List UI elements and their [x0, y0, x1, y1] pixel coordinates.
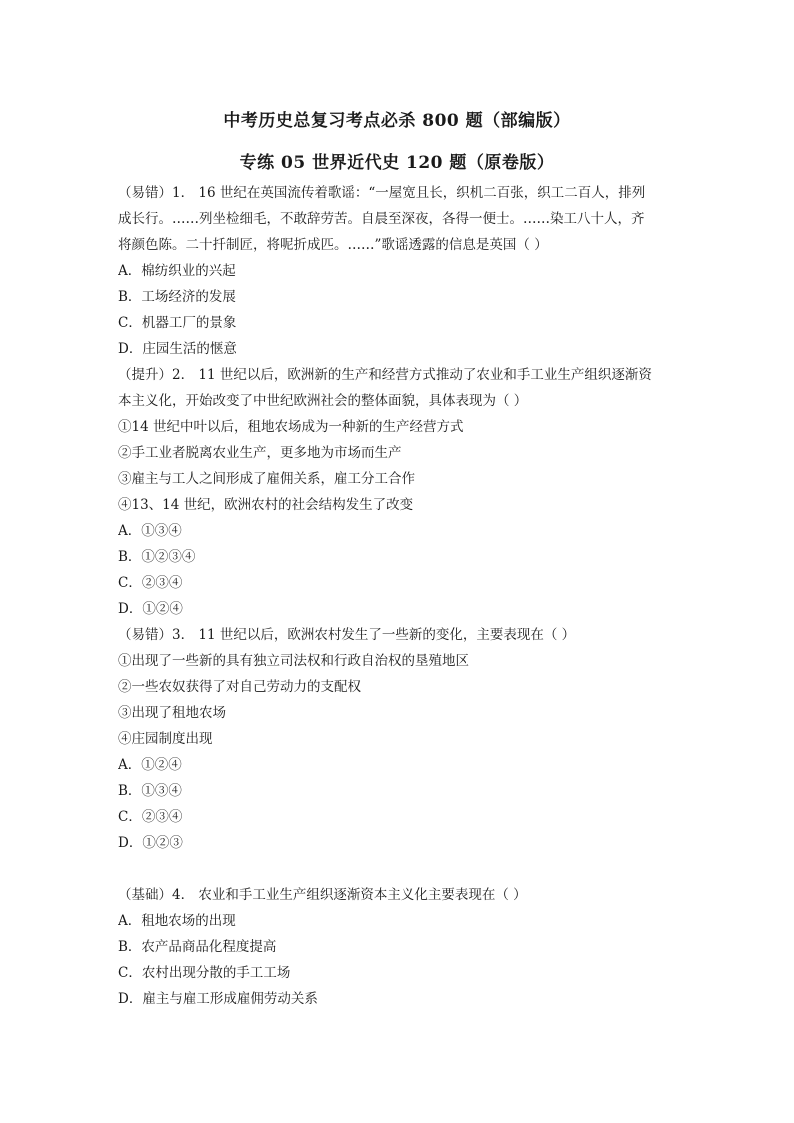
question-2: [118, 362, 678, 622]
option-b: B．①②③④: [118, 549, 196, 565]
option-c: C．机器工厂的景象: [118, 315, 237, 331]
option-c: C．②③④: [118, 809, 183, 825]
statement-item-3: ③雇主与工人之间形成了雇佣关系，雇工分工合作: [118, 471, 415, 487]
question-stem-line: 将颜色陈。二十扦制匠，将呢折成匹。……”歌谣透露的信息是英国（ ）: [118, 237, 548, 253]
question-3: [118, 622, 678, 856]
statement-item-2: ②手工业者脱离农业生产，更多地为市场而生产: [118, 445, 402, 461]
statement-item-2: ②一些农奴获得了对自己劳动力的支配权: [118, 679, 361, 695]
option-d: D．雇主与雇工形成雇佣劳动关系: [118, 991, 318, 1007]
question-list: [118, 180, 678, 1012]
document-subtitle: 专练 05 世界近代史 120 题（原卷版）: [239, 153, 555, 173]
option-b: B．①③④: [118, 783, 182, 799]
document-title: 中考历史总复习考点必杀 800 题（部编版）: [223, 111, 571, 131]
question-stem-line: 成长行。……列坐检细毛，不敢辞劳苦。自晨至深夜，各得一便士。……染工八十人，齐: [118, 211, 645, 227]
option-a: A．①③④: [118, 523, 182, 539]
question-1: [118, 180, 678, 362]
question-stem-line: （易错）1． 16 世纪在英国流传着歌谣：“一屋宽且长，织机二百张，织工二百人，排列: [118, 185, 646, 201]
option-c: C．农村出现分散的手工工场: [118, 965, 291, 981]
statement-item-1: ①14 世纪中叶以后，租地农场成为一种新的生产经营方式: [118, 419, 464, 435]
option-b: B．农产品商品化程度提高: [118, 939, 277, 955]
option-c: C．②③④: [118, 575, 183, 591]
statement-item-3: ③出现了租地农场: [118, 705, 226, 721]
question-stem-line: 本主义化，开始改变了中世纪欧洲社会的整体面貌，具体表现为（ ）: [118, 393, 528, 409]
option-d: D．①②③: [118, 835, 183, 851]
option-a: A．①②④: [118, 757, 182, 773]
option-d: D．①②④: [118, 601, 183, 617]
question-stem-line: （提升）2． 11 世纪以后，欧洲新的生产和经营方式推动了农业和手工业生产组织逐渐资: [118, 367, 652, 383]
option-a: A．棉纺织业的兴起: [118, 263, 236, 279]
option-a: A．租地农场的出现: [118, 913, 236, 929]
statement-item-4: ④13、14 世纪，欧洲农村的社会结构发生了改变: [118, 497, 414, 513]
spacer: [118, 856, 678, 882]
option-b: B．工场经济的发展: [118, 289, 236, 305]
statement-item-1: ①出现了一些新的具有独立司法权和行政自治权的垦殖地区: [118, 653, 469, 669]
question-stem-line: （易错）3． 11 世纪以后，欧洲农村发生了一些新的变化，主要表现在（ ）: [118, 627, 576, 643]
question-4: [118, 882, 678, 1012]
statement-item-4: ④庄园制度出现: [118, 731, 213, 747]
question-stem-line: （基础）4． 农业和手工业生产组织逐渐资本主义化主要表现在（ ）: [118, 887, 527, 903]
option-d: D．庄园生活的惬意: [118, 341, 237, 357]
